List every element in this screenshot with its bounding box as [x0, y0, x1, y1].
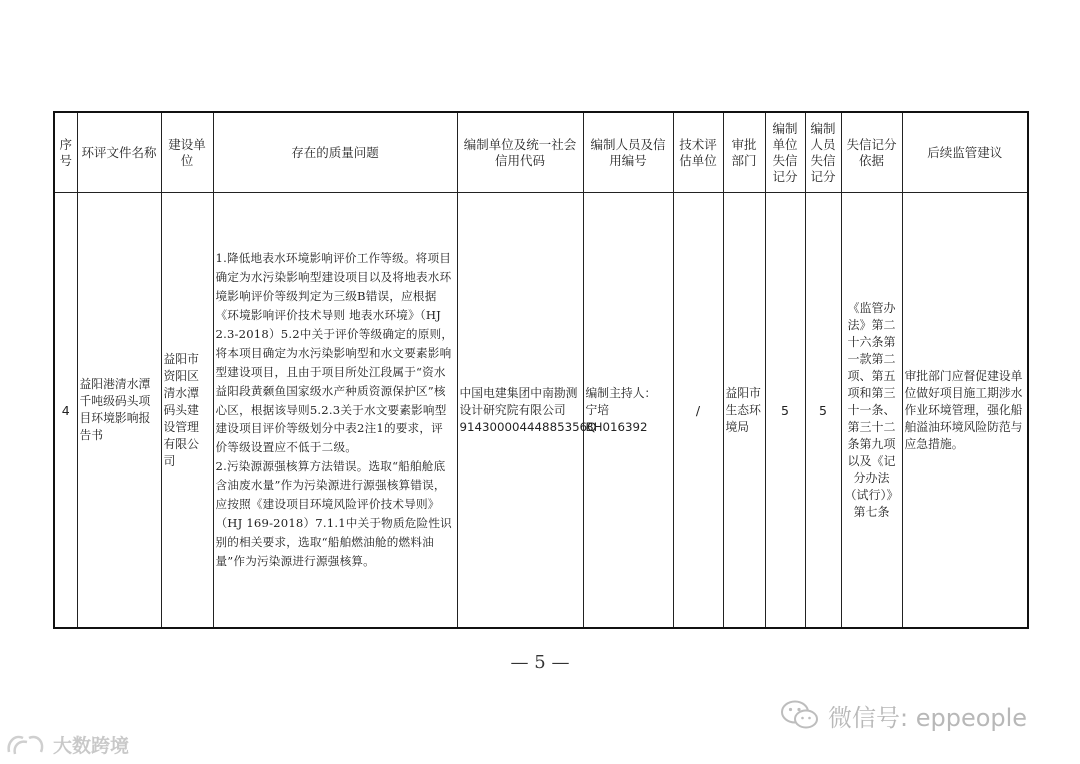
quality-issue-table: [53, 111, 1029, 629]
wechat-id-text: 微信号: eppeople: [828, 703, 1028, 732]
cell-file-name: 益阳港清水潭千吨级码头项目环境影响报告书: [77, 193, 161, 629]
cell-tech-unit: /: [673, 193, 723, 629]
staff-name: 宁培: [585, 402, 610, 417]
header-staff-score: 编制人员失信记分: [805, 112, 841, 193]
brand-logo-icon: [5, 730, 47, 758]
header-tech-unit: 技术评估单位: [673, 112, 723, 193]
org-name: 中国电建集团中南勘测设计研究院有限公司: [459, 385, 578, 417]
header-org-score: 编制单位失信记分: [765, 112, 805, 193]
cell-approver: 益阳市生态环境局: [723, 193, 765, 629]
cell-staff: [583, 193, 673, 629]
cell-org-score: 5: [765, 193, 805, 629]
staff-role: 编制主持人：: [585, 385, 657, 400]
page-number: — 5 —: [510, 652, 570, 673]
wechat-icon: [780, 699, 820, 731]
header-builder: 建设单位: [161, 112, 213, 193]
brand-text: 大数跨境: [53, 734, 130, 757]
header-basis: 失信记分依据: [841, 112, 902, 193]
cell-issues: [213, 193, 457, 629]
cell-basis: 《监管办法》第二十六条第一款第二项、第五项和第三十一条、第三十二条第九项以及《记分办法（试行）》第七条: [841, 193, 902, 629]
staff-code: BH016392: [585, 419, 648, 434]
issues-text: 1.降低地表水环境影响评价工作等级。将项目确定为水污染影响型建设项目以及将地表水环境影响评价等级判定为三级B错误，应根据《环境影响评价技术导则 地表水环境》（HJ 2.3-2018）5.2中关于评价等级确定的原则，将本项目确定为水污染影响型和水文要素影响型建设项目，且由于项目所处江段属于“资水益阳段黄颡鱼国家级水产种质资源保护区”核心区，根据该导则5.2.3关于水文要素影响型建设项目评价等级划分中表2注1的要求，评价等级设置应不低于二级。 2.污染源源强核算方法错误。选取“船舶舱底含油废水量”作为污染源进行源强核算错误，应按照《建设项目环境风险评价技术导则》（HJ 169-2018）7.1.1中关于物质危险性识别的相关要求，选取“船舶燃油舱的燃料油量”作为污染源进行源强核算。: [215, 251, 454, 568]
table-row: [54, 193, 1028, 629]
wechat-watermark: [780, 698, 1060, 732]
cell-builder: 益阳市资阳区清水潭码头建设管理有限公司: [161, 193, 213, 629]
header-staff: 编制人员及信用编号: [583, 112, 673, 193]
header-file-name: 环评文件名称: [77, 112, 161, 193]
header-advice: 后续监管建议: [902, 112, 1028, 193]
cell-org: [457, 193, 597, 629]
header-no: 序号: [54, 112, 77, 193]
cell-advice: 审批部门应督促建设单位做好项目施工期涉水作业环境管理，强化船舶溢油环境风险防范与应急措施。: [902, 193, 1028, 629]
header-issues: 存在的质量问题: [213, 112, 457, 193]
header-org: 编制单位及统一社会信用代码: [457, 112, 583, 193]
table-header-row: [54, 112, 1028, 193]
cell-staff-score: 5: [805, 193, 841, 629]
brand-watermark: [5, 727, 129, 761]
org-code: 91430000444885356Q: [459, 419, 597, 434]
header-approver: 审批部门: [723, 112, 765, 193]
cell-no: 4: [54, 193, 77, 629]
